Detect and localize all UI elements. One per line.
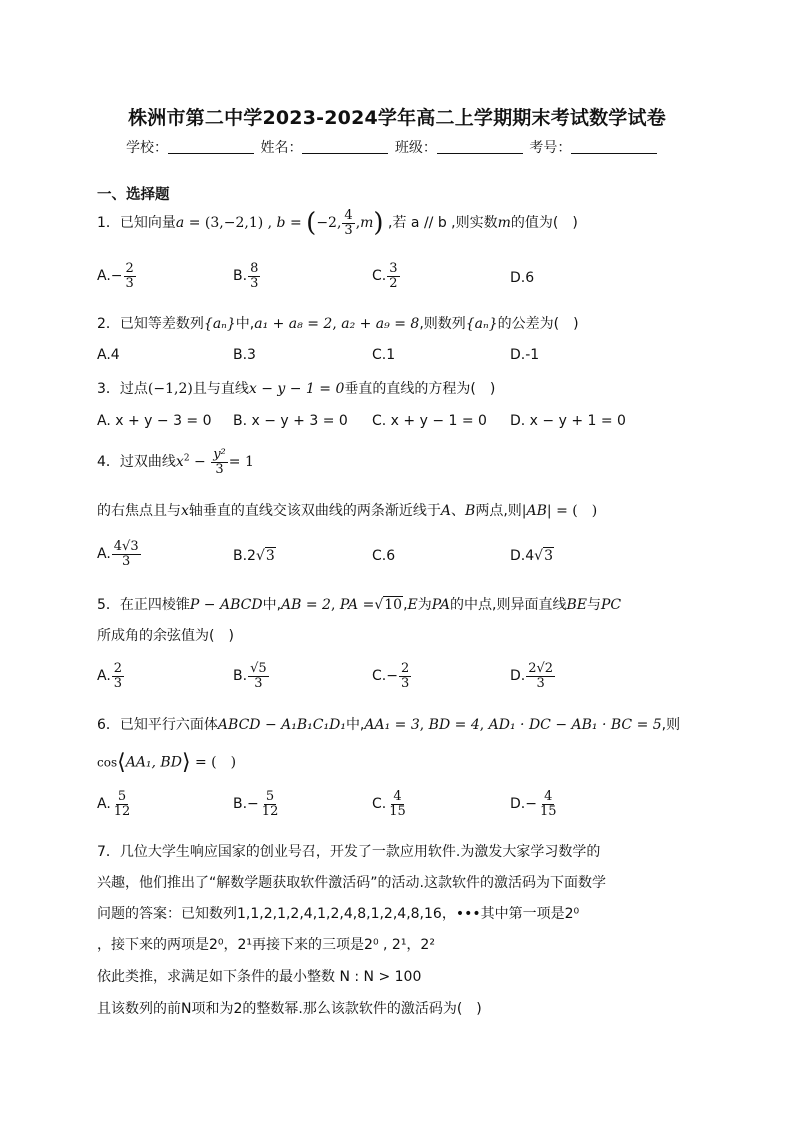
q4-option-b[interactable]: B.2√3 <box>233 548 275 564</box>
question-7-line2: 兴趣，他们推出了“解数学题获取软件激活码”的活动.这款软件的激活码为下面数学 <box>97 875 606 891</box>
q4-option-d[interactable]: D.4√3 <box>510 548 553 564</box>
q4-option-a[interactable]: A. $\frac{4√3}{3}$ <box>97 539 139 569</box>
q2-option-a[interactable]: A.4 <box>97 347 120 363</box>
q5-option-c[interactable]: C.− $\frac{2}{3}$ <box>372 661 410 691</box>
q2-option-b[interactable]: B.3 <box>233 347 256 363</box>
question-4: 4．过双曲线$x^2$ − $\frac{\text{y²}}{3}$ = 1 <box>97 447 254 477</box>
q3-option-a[interactable]: A. x + y − 3 = 0 <box>97 413 212 429</box>
q4-option-c[interactable]: C.6 <box>372 548 396 564</box>
q6-option-a[interactable]: A. $\frac{5}{12}$ <box>97 789 131 819</box>
student-info-line <box>126 137 659 157</box>
question-7-line4: ，接下来的两项是2⁰，2¹再接下来的三项是2⁰ , 2¹，2² <box>97 937 435 953</box>
question-5-line2: 所成角的余弦值为( ) <box>97 628 234 644</box>
question-7-line5: 依此类推，求满足如下条件的最小整数 N : N > 100 <box>97 969 422 985</box>
question-1: 1．已知向量a = (3,−2,1) , b = (−2, $\frac{4}{3}$ ,m) ,若 a // b ,则实数m的值为( ) <box>97 207 578 238</box>
q1-option-c[interactable]: C. $\frac{3}{2}$ <box>372 261 398 291</box>
q2-option-c[interactable]: C.1 <box>372 347 396 363</box>
q1-option-a[interactable]: A.− $\frac{2}{3}$ <box>97 261 134 291</box>
q3-option-d[interactable]: D. x − y + 1 = 0 <box>510 413 626 429</box>
q6-option-b[interactable]: B.− $\frac{5}{12}$ <box>233 789 279 819</box>
q3-option-c[interactable]: C. x + y − 1 = 0 <box>372 413 487 429</box>
question-7-line6: 且该数列的前N项和为2的整数幂.那么该款软件的激活码为( ) <box>97 1001 482 1017</box>
question-5: 5．在正四棱锥P − ABCD中,AB = 2, PA =√10,E为PA的中点,则异面直线BE与PC <box>97 597 622 613</box>
question-7-line3: 问题的答案：已知数列1,1,2,1,2,4,1,2,4,8,1,2,4,8,16，•••其中第一项是2⁰ <box>97 906 580 922</box>
class-label: 班级： <box>394 140 437 156</box>
fraction: $\frac{4}{3}$ <box>344 207 353 238</box>
q5-option-a[interactable]: A. $\frac{2}{3}$ <box>97 661 123 691</box>
q1-option-d[interactable]: D.6 <box>510 270 535 286</box>
name-label: 姓名： <box>260 140 303 156</box>
question-6-line2: cos⟨AA₁, BD⟩ = ( ) <box>97 750 237 775</box>
q6-option-d[interactable]: D.− $\frac{4}{15}$ <box>510 789 557 819</box>
number-label: 考号： <box>529 140 572 156</box>
q5-option-d[interactable]: D. $\frac{2√2}{3}$ <box>510 661 554 691</box>
exam-title: 株洲市第二中学2023-2024学年高二上学期期末考试数学试卷 <box>128 107 666 129</box>
question-4-line2: 的右焦点且与x轴垂直的直线交该双曲线的两条渐近线于A、B两点,则|AB| = ( ) <box>97 503 598 519</box>
q1-option-b[interactable]: B. $\frac{8}{3}$ <box>233 261 259 291</box>
school-label: 学校： <box>126 140 168 156</box>
q2-option-d[interactable]: D.-1 <box>510 347 540 363</box>
question-7-line1: 7．几位大学生响应国家的创业号召，开发了一款应用软件.为激发大家学习数学的 <box>97 844 601 860</box>
q6-option-c[interactable]: C. $\frac{4}{15}$ <box>372 789 406 819</box>
section-heading: 一、选择题 <box>97 187 170 203</box>
name-blank <box>302 139 388 154</box>
question-3: 3．过点(−1,2)且与直线x − y − 1 = 0垂直的直线的方程为( ) <box>97 381 496 397</box>
class-blank <box>437 139 523 154</box>
question-2: 2．已知等差数列{aₙ}中,a₁ + a₈ = 2, a₂ + a₉ = 8,则数列{aₙ}的公差为( ) <box>97 316 579 332</box>
q3-option-b[interactable]: B. x − y + 3 = 0 <box>233 413 348 429</box>
question-6: 6．已知平行六面体ABCD − A₁B₁C₁D₁中,AA₁ = 3, BD = 4, AD₁ · DC − AB₁ · BC = 5,则 <box>97 717 681 733</box>
q5-option-b[interactable]: B. $\frac{√5}{3}$ <box>233 661 267 691</box>
number-blank <box>571 139 657 154</box>
school-blank <box>168 139 254 154</box>
